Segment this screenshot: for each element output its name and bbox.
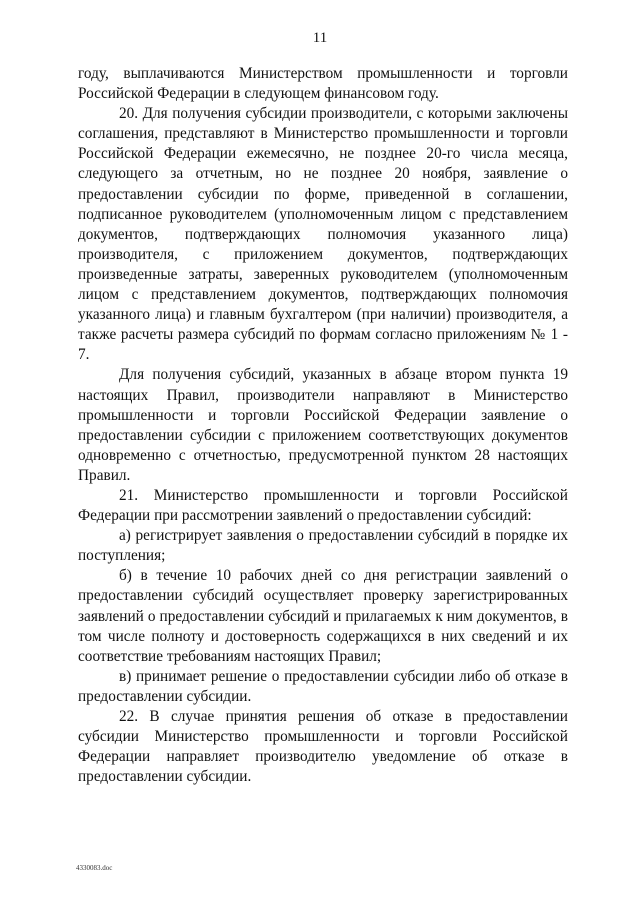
paragraph-item-21-c: в) принимает решение о предоставлении субсидии либо об отказе в предоставлении субсидии. xyxy=(78,667,568,705)
paragraph-item-20: 20. Для получения субсидии производители, с которыми заключены соглашения, представляют в Министерство промышленности и торговли Российской Федерации ежемесячно, не позднее 20-го числа месяца, следующего за отчетным, но не позднее 20 ноября, заявление о предоставлении субсидии по форме, приведенной в соглашении, подписанное руководителем (уполномоченным лицом с представлением документов, подтверждающих полномочия указанного лица) производителя, с приложением документов, подтверждающих произведенные затраты, заверенных руководителем (уполномоченным лицом с представлением документов, подтверждающих полномочия указанного лица) и главным бухгалтером (при наличии) производителя, а также расчеты размера субсидий по формам согласно приложениям № 1 - 7. xyxy=(78,105,568,364)
footer-file-code: 4330083.doc xyxy=(76,864,113,872)
paragraph-item-21: 21. Министерство промышленности и торговли Российской Федерации при рассмотрении заявлений о предоставлении субсидий: xyxy=(78,486,568,525)
page-number: 11 xyxy=(312,30,328,46)
paragraph-item-22: 22. В случае принятия решения об отказе в предоставлении субсидии Министерство промышленности и торговли Российской Федерации направляет производителю уведомление об отказе в предоставлении субсидии. xyxy=(78,708,568,786)
document-body xyxy=(78,64,568,787)
paragraph-item-21-b: б) в течение 10 рабочих дней со дня регистрации заявлений о предоставлении субсидий осуществляет проверку зарегистрированных заявлений о предоставлении субсидий и прилагаемых к ним документов, в том числе полноту и достоверность содержащихся в них сведений и их соответствие требованиям настоящих Правил; xyxy=(78,567,568,665)
paragraph-continuation: году, выплачиваются Министерством промышленности и торговли Российской Федерации в следующем финансовом году. xyxy=(78,65,568,103)
paragraph-item-20-subsidies: Для получения субсидий, указанных в абзаце втором пункта 19 настоящих Правил, производители направляют в Министерство промышленности и торговли Российской Федерации заявление о предоставлении субсидии с приложением соответствующих документов одновременно с отчетностью, предусмотренной пунктом 28 настоящих Правил. xyxy=(78,366,568,484)
paragraph-item-21-a: а) регистрирует заявления о предоставлении субсидий в порядке их поступления; xyxy=(78,527,568,565)
